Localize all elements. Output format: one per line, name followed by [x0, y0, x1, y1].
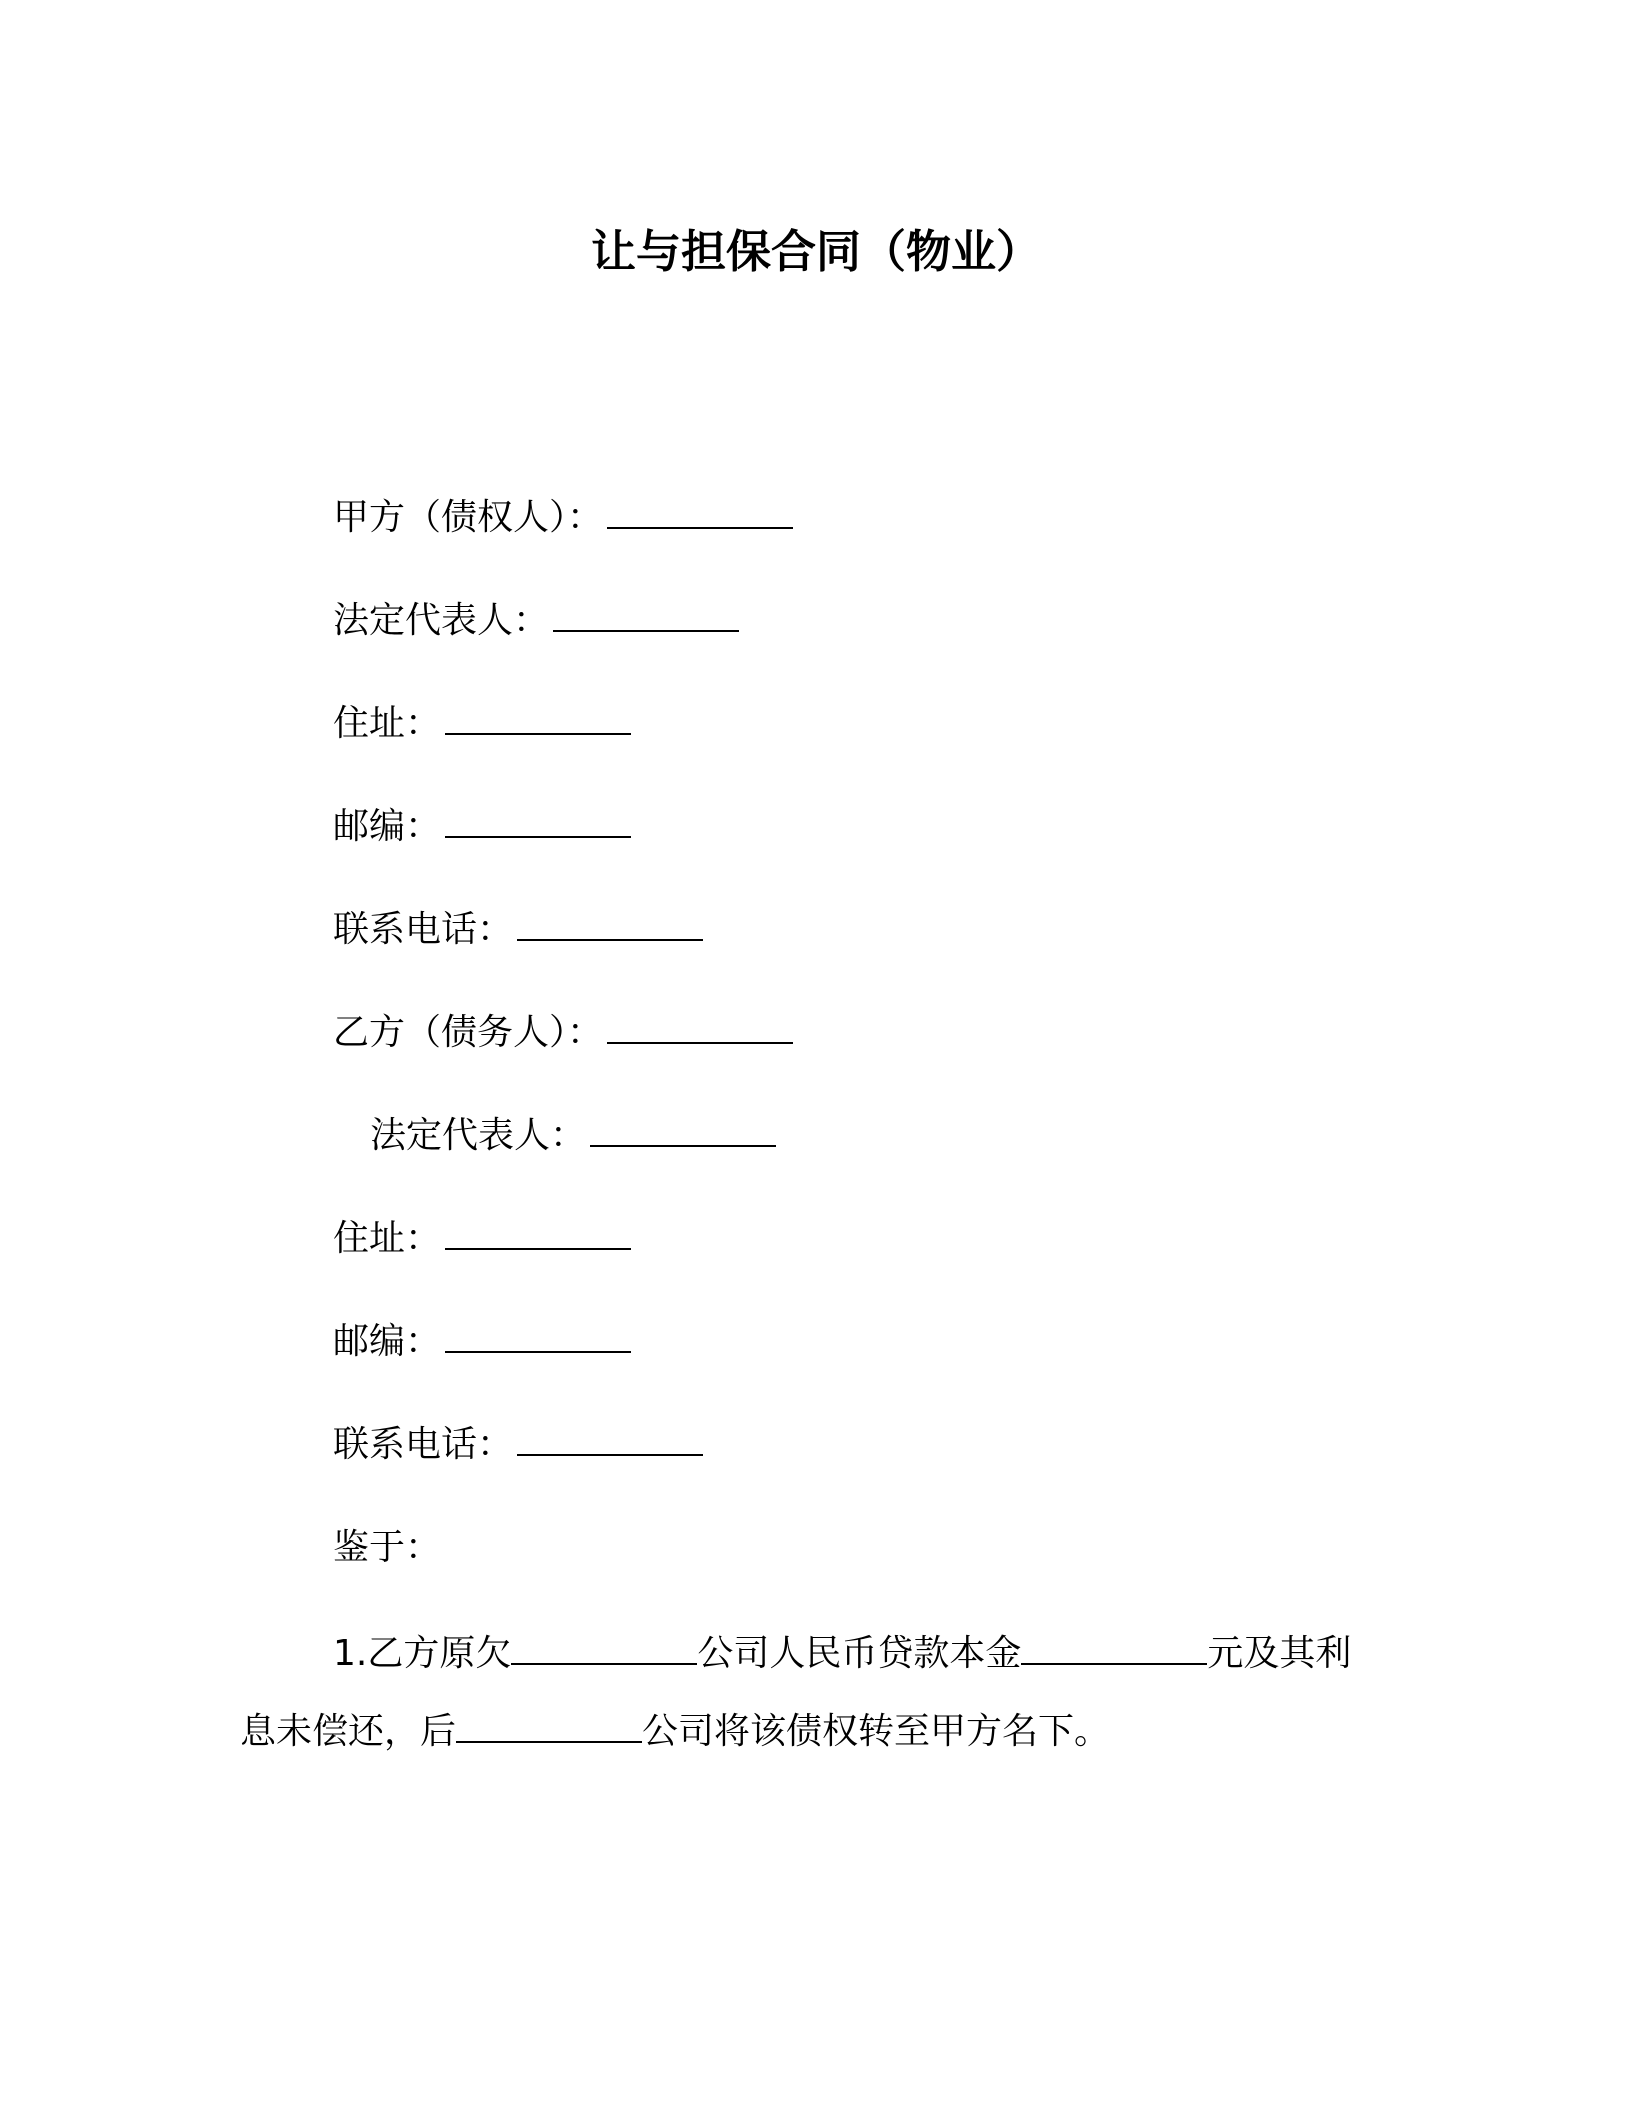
party-b-address-blank: [445, 1214, 631, 1250]
clause-1-text-e: 公司将该债权转至甲方名下。: [642, 1711, 1111, 1752]
party-a-legal-rep-blank: [553, 596, 739, 632]
party-a-postcode-field: [333, 801, 631, 853]
party-a-phone-blank: [517, 905, 703, 941]
clause-1-line-1: [333, 1628, 1351, 1680]
party-b-phone-blank: [517, 1420, 703, 1456]
document-title: 让与担保合同（物业）: [590, 225, 1041, 278]
clause-1-blank-company: [456, 1707, 642, 1743]
party-a-legal-rep-label: 法定代表人：: [333, 600, 550, 641]
party-a-legal-rep-field: [333, 595, 739, 647]
clause-1-line-2: [240, 1706, 1110, 1758]
party-b-debtor-label: 乙方（债务人）：: [333, 1012, 604, 1053]
clause-1-text-d: 息未偿还，后: [240, 1711, 457, 1752]
party-b-debtor-blank: [607, 1008, 793, 1044]
party-b-phone-label: 联系电话：: [333, 1424, 514, 1465]
party-b-phone-field: [333, 1419, 703, 1471]
clause-1-text-a: 1.乙方原欠: [333, 1633, 512, 1674]
party-b-address-field: [333, 1213, 631, 1265]
party-b-postcode-label: 邮编：: [333, 1321, 442, 1362]
party-a-phone-field: [333, 904, 703, 956]
clause-1-blank-creditor: [511, 1629, 697, 1665]
clause-1-text-b: 公司人民币贷款本金: [697, 1633, 1022, 1674]
clause-1-text-c: 元及其利: [1207, 1633, 1352, 1674]
party-a-address-blank: [445, 699, 631, 735]
party-b-legal-rep-field: [370, 1110, 776, 1162]
party-a-postcode-blank: [445, 802, 631, 838]
party-b-legal-rep-blank: [590, 1111, 776, 1147]
party-b-legal-rep-label: 法定代表人：: [370, 1115, 587, 1156]
party-b-postcode-field: [333, 1316, 631, 1368]
party-a-postcode-label: 邮编：: [333, 806, 442, 847]
party-a-address-field: [333, 698, 631, 750]
party-a-creditor-label: 甲方（债权人）：: [333, 497, 604, 538]
whereas-heading: [333, 1522, 441, 1574]
party-b-postcode-blank: [445, 1317, 631, 1353]
party-a-creditor-field: [333, 492, 793, 544]
party-b-debtor-field: [333, 1007, 793, 1059]
clause-1-blank-principal: [1021, 1629, 1207, 1665]
party-b-address-label: 住址：: [333, 1218, 442, 1259]
party-a-creditor-blank: [607, 493, 793, 529]
party-a-address-label: 住址：: [333, 703, 442, 744]
whereas-label: 鉴于：: [333, 1527, 442, 1568]
party-a-phone-label: 联系电话：: [333, 909, 514, 950]
